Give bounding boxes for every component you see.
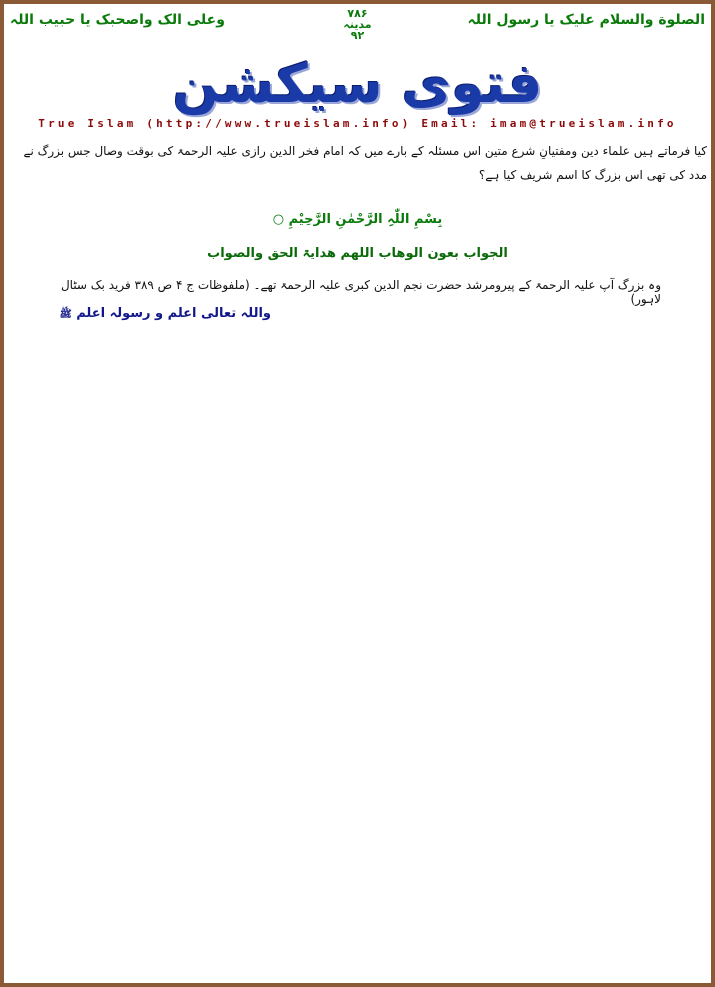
site-contact-line: True Islam (http://www.trueislam.info) Email: imam@trueislam.info [38,117,677,130]
header-salutation-right: الصلوة والسلام علیک یا رسول اللہ [467,12,705,28]
answer-heading: الجواب بعون الوھاب اللھم ھدایۃ الحق والصواب [207,246,508,261]
madina-number-top: ۷۸۶ [347,7,368,20]
closing-formula [4,306,271,322]
closing-text: واللہ تعالی اعلم و رسولہ اعلم [76,306,271,321]
question-text: کیا فرماتے ہیں علماء دین ومفتیانِ شرع متین اس مسئلہ کے بارے میں کہ امام فخر الدین رازی علیہ الرحمۃ کی بوقت وصال جس بزرگ نے مدد کی تھی اس بزرگ کا اسم شریف کیا ہے؟ [23,144,707,182]
page-title: فتوی سیکشن [172,52,543,115]
header-salutation-left: وعلی الک واصحبک یا حبیب اللہ [10,12,225,28]
header-bar [10,7,705,42]
salutation-seal-icon: ﷺ [59,309,72,320]
answer-text: وہ بزرگ آپ علیہ الرحمۃ کے پیرومرشد حضرت نجم الدین کبری علیہ الرحمۃ تھے۔ (ملفوظات ج ۴ ص ۳۸۹ فرید بک سٹال لاہور) [60,278,661,306]
header-madina-emblem [343,8,371,41]
page-content [4,4,711,983]
madina-number-bottom: ۹۲ [350,29,365,42]
madina-word: مدینہ [343,18,372,31]
bismillah: بِسْمِ اللّٰہِ الرَّحْمٰنِ الرَّحِیْمِ ○ [272,212,443,227]
